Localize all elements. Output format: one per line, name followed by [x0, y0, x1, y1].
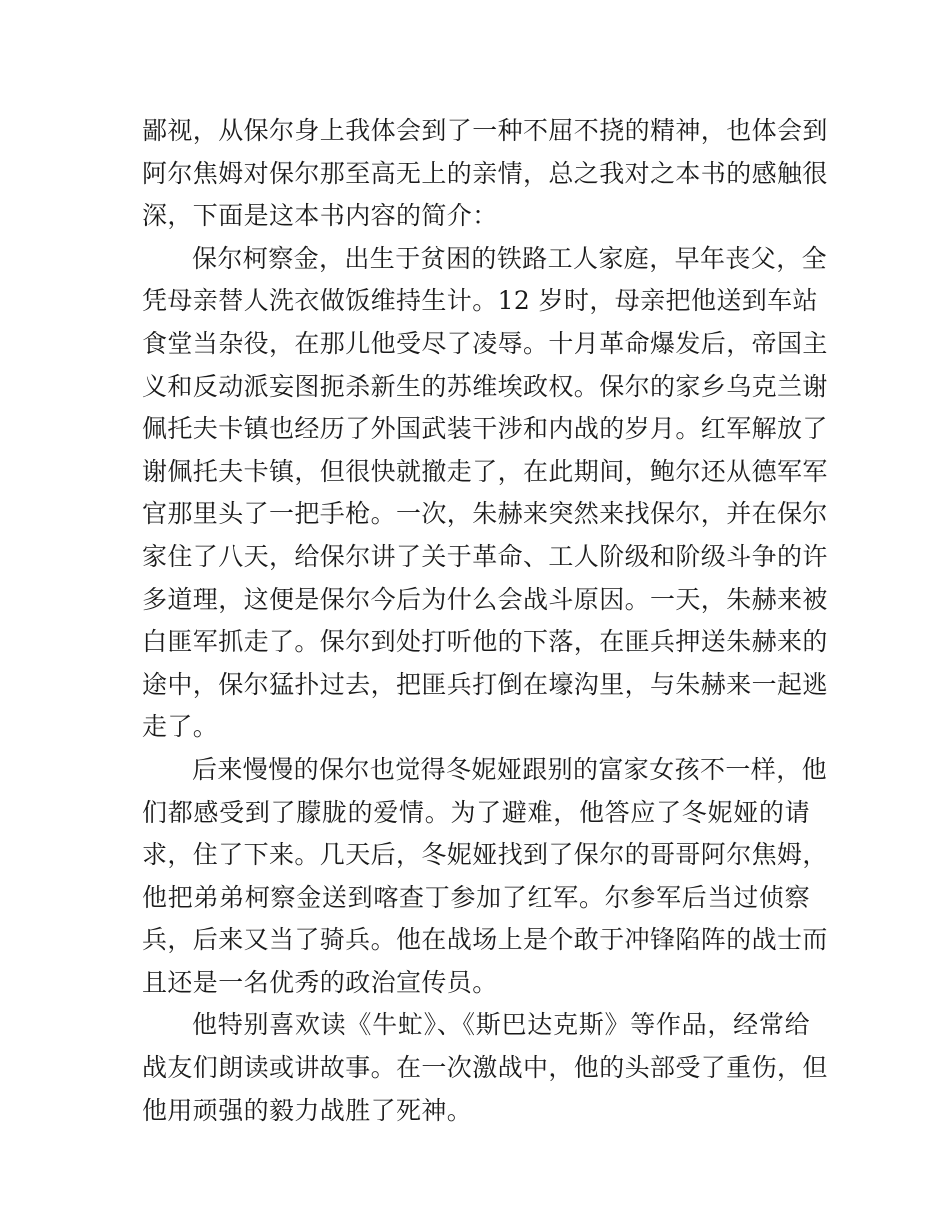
text-line: 义和反动派妄图扼杀新生的苏维埃政权。保尔的家乡乌克兰谢 — [142, 371, 828, 401]
text-line: 凭母亲替人洗衣做饭维持生计。12 岁时，母亲把他送到车站 — [142, 286, 818, 316]
paragraph-summary — [142, 238, 828, 749]
text-line: 兵，后来又当了骑兵。他在战场上是个敢于冲锋陷阵的战士而 — [142, 925, 828, 955]
text-line: 深，下面是这本书内容的简介： — [142, 201, 498, 231]
text-line: 求，住了下来。几天后，冬妮娅找到了保尔的哥哥阿尔焦姆， — [142, 840, 828, 870]
text-line: 且还是一名优秀的政治宣传员。 — [142, 967, 498, 997]
text-line: 他用顽强的毅力战胜了死神。 — [142, 1095, 473, 1125]
text-line: 佩托夫卡镇也经历了外国武装干涉和内战的岁月。红军解放了 — [142, 414, 828, 444]
text-line: 多道理，这便是保尔今后为什么会战斗原因。一天，朱赫来被 — [142, 584, 828, 614]
document-page — [142, 110, 828, 1132]
text-line: 保尔柯察金，出生于贫困的铁路工人家庭，早年丧父，全 — [192, 243, 828, 273]
text-line: 途中，保尔猛扑过去，把匪兵打倒在壕沟里，与朱赫来一起逃 — [142, 669, 828, 699]
text-line: 食堂当杂役，在那儿他受尽了凌辱。十月革命爆发后，帝国主 — [142, 328, 828, 358]
text-line: 谢佩托夫卡镇，但很快就撤走了，在此期间，鲍尔还从德军军 — [142, 456, 828, 486]
text-line: 后来慢慢的保尔也觉得冬妮娅跟别的富家女孩不一样，他 — [192, 754, 828, 784]
paragraph-intro — [142, 110, 828, 238]
text-line: 们都感受到了朦胧的爱情。为了避难，他答应了冬妮娅的请 — [142, 797, 810, 827]
text-line: 鄙视，从保尔身上我体会到了一种不屈不挠的精神，也体会到 — [142, 116, 828, 145]
text-line: 他把弟弟柯察金送到喀查丁参加了红军。尔参军后当过侦察 — [142, 882, 810, 912]
text-line: 家住了八天，给保尔讲了关于革命、工人阶级和阶级斗争的许 — [142, 541, 828, 571]
text-line: 走了。 — [142, 712, 219, 742]
text-line: 白匪军抓走了。保尔到处打听他的下落，在匪兵押送朱赫来的 — [142, 627, 828, 657]
paragraph-romance — [142, 749, 828, 1005]
text-line: 阿尔焦姆对保尔那至高无上的亲情，总之我对之本书的感触很 — [142, 158, 828, 188]
text-line: 官那里头了一把手枪。一次，朱赫来突然来找保尔，并在保尔 — [142, 499, 828, 529]
text-line: 战友们朗读或讲故事。在一次激战中，他的头部受了重伤，但 — [142, 1053, 828, 1083]
text-line: 他特别喜欢读《牛虻》、《斯巴达克斯》等作品，经常给 — [192, 1010, 810, 1040]
paragraph-injury — [142, 1004, 828, 1132]
